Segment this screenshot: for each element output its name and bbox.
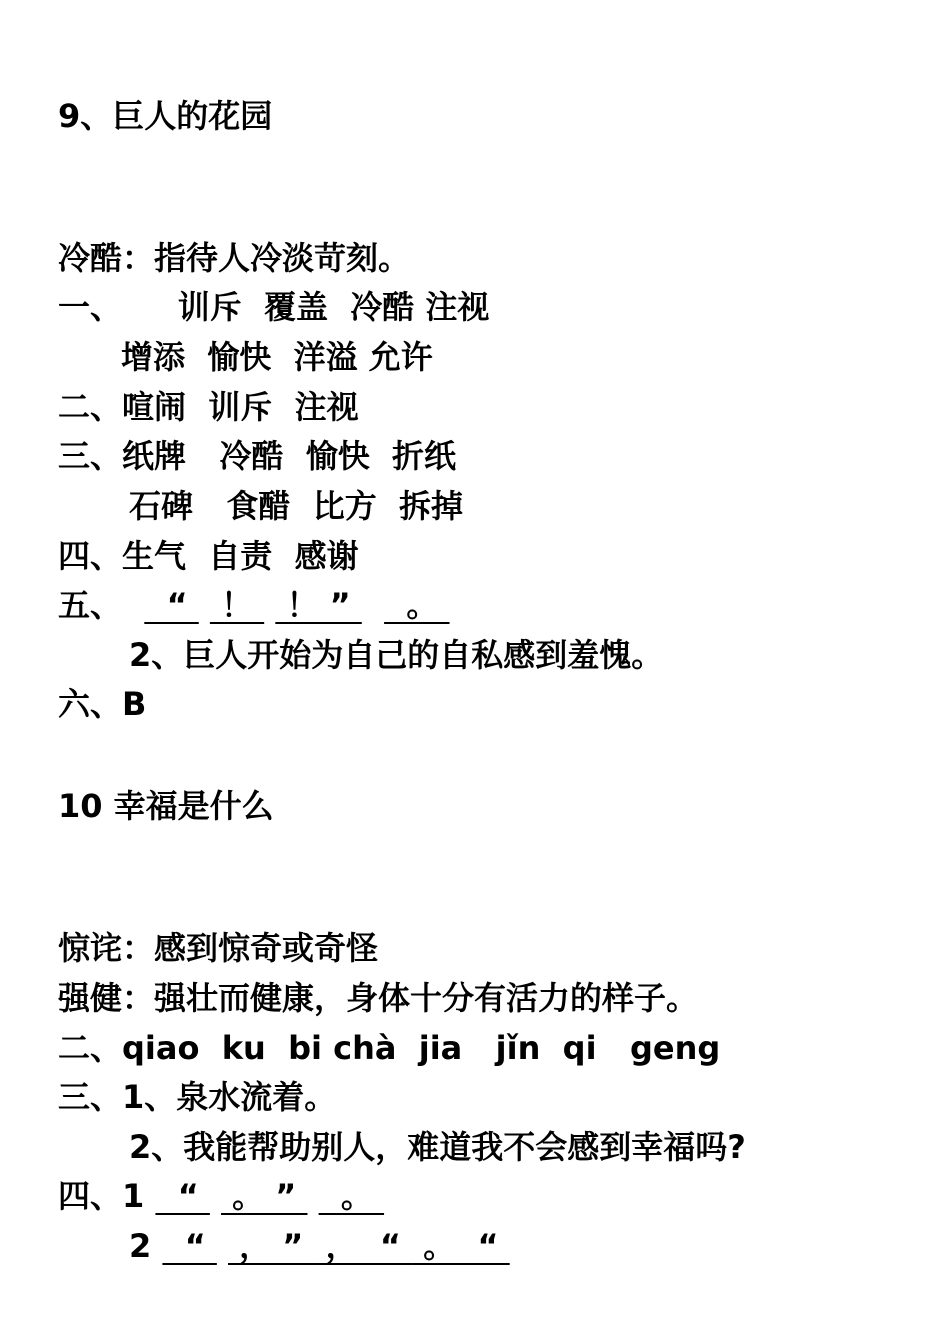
lesson9-q5-row2: 2、巨人开始为自己的自私感到羞愧。 xyxy=(129,636,664,674)
lesson10-title: 10 幸福是什么 xyxy=(58,787,274,825)
q4-prefix: 四、1 xyxy=(58,1177,156,1215)
lesson9-q1-row2: 增添 愉快 洋溢 允许 xyxy=(121,338,433,376)
punctuation-blank: ， ” xyxy=(228,1227,315,1265)
punctuation-blank: 。 “ xyxy=(412,1227,510,1265)
lesson9-title: 9、巨人的花园 xyxy=(58,97,273,135)
q5-prefix: 五、 xyxy=(58,586,123,624)
lesson9-q1-row1: 一、 训斥 覆盖 冷酷 注视 xyxy=(58,288,490,326)
lesson10-q3-row2: 2、我能帮助别人，难道我不会感到幸福吗? xyxy=(129,1128,746,1166)
lesson9-definition: 冷酷：指待人冷淡苛刻。 xyxy=(58,239,411,277)
punctuation-blank: ， “ xyxy=(314,1227,413,1265)
q4-row2-prefix: 2 xyxy=(129,1227,163,1265)
lesson9-q3-row1: 三、纸牌 冷酷 愉快 折纸 xyxy=(58,437,456,475)
lesson10-q4-row2 xyxy=(129,1226,510,1266)
lesson10-q3-row1: 三、1、泉水流着。 xyxy=(58,1078,337,1116)
lesson9-q5-row1 xyxy=(58,585,450,625)
punctuation-blank: “ xyxy=(162,1227,217,1265)
punctuation-blank: 。 xyxy=(384,586,450,624)
lesson10-q4-row1 xyxy=(58,1176,384,1216)
lesson9-q4: 四、生气 自责 感谢 xyxy=(58,537,359,575)
lesson9-q6: 六、B xyxy=(58,685,147,723)
lesson10-def1: 惊诧：感到惊奇或奇怪 xyxy=(58,929,379,967)
lesson10-q2: 二、qiao ku bi chà jia jǐn qi geng xyxy=(58,1029,721,1067)
punctuation-blank: ！ ” xyxy=(275,586,362,624)
punctuation-blank: 。 ” xyxy=(221,1177,308,1215)
lesson10-def2: 强健：强壮而健康，身体十分有活力的样子。 xyxy=(58,979,699,1017)
lesson9-q2: 二、喧闹 训斥 注视 xyxy=(58,388,359,426)
punctuation-blank: “ xyxy=(155,1177,210,1215)
punctuation-blank: ！ xyxy=(209,586,265,624)
lesson9-q3-row2: 石碑 食醋 比方 拆掉 xyxy=(129,487,463,525)
punctuation-blank: “ xyxy=(144,586,199,624)
punctuation-blank: 。 xyxy=(318,1177,385,1215)
